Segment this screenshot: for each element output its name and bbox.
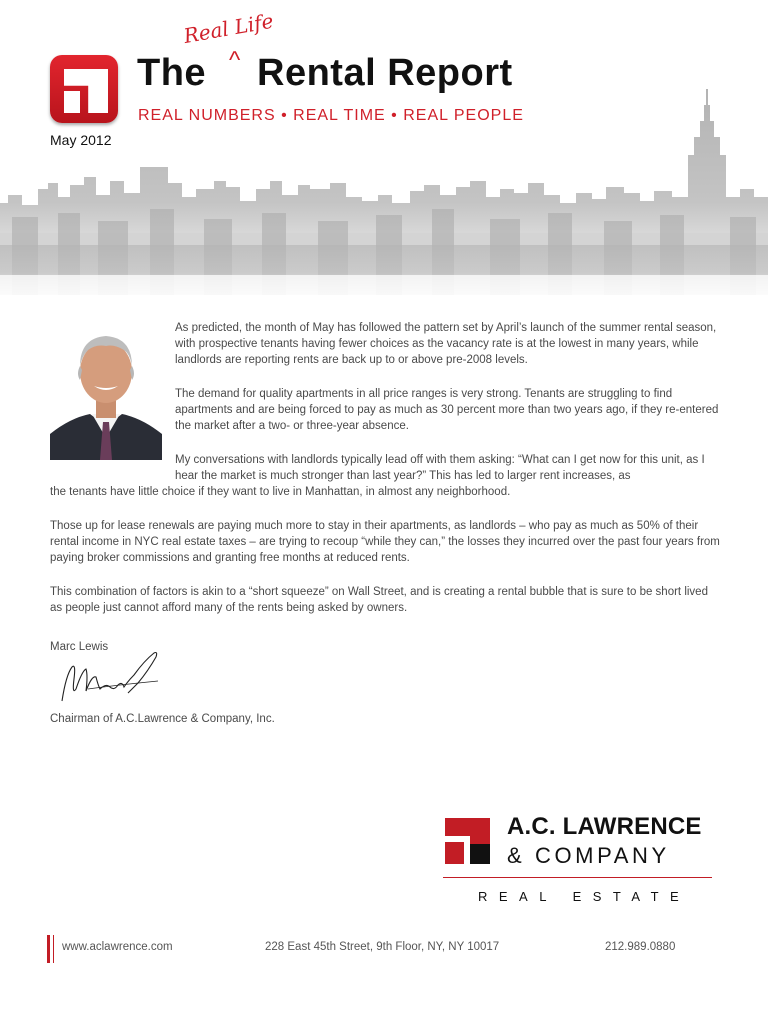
paragraph-2: The demand for quality apartments in all price ranges is very strong. Tenants are struggling to find apartments and are being forced to pay as much as 30 percent more than two years ago, if they re-entered the market after a two- or three-year absence.	[175, 388, 719, 432]
signer-title: Chairman of A.C.Lawrence & Company, Inc.	[50, 713, 275, 725]
title-insert: Real Life	[181, 8, 276, 49]
issue-date: May 2012	[50, 132, 112, 148]
signer-name: Marc Lewis	[50, 641, 109, 653]
footer-address: 228 East 45th Street, 9th Floor, NY, NY 10017	[265, 941, 500, 953]
title-caret: ^	[229, 47, 241, 74]
company-name-line2: & COMPANY	[507, 843, 670, 868]
paragraph-3-part-2: the tenants have little choice if they want to live in Manhattan, in almost any neighborhood.	[50, 486, 511, 498]
paragraph-5: This combination of factors is akin to a “short squeeze” on Wall Street, and is creating a rental bubble that is sure to be short lived as people just cannot afford many of the rents being asked by owners.	[50, 586, 708, 614]
title-the: The	[137, 52, 207, 94]
company-division: REAL ESTATE	[478, 889, 691, 904]
footer-website-link[interactable]: www.aclawrence.com	[62, 941, 173, 953]
paragraph-4: Those up for lease renewals are paying much more to stay in their apartments, as landlords – who pay as much as 50% of their rental income in NYC real estate taxes – are trying to recoup “while they can,” the losses they incurred over the past four years from paying broker commissions and granting free months at reduced rents.	[50, 520, 720, 564]
author-photo	[50, 322, 162, 460]
tagline: REAL NUMBERS • REAL TIME • REAL PEOPLE	[138, 107, 524, 124]
report-title: Rental Report	[257, 52, 513, 94]
signature-image	[58, 645, 168, 707]
paragraph-1: As predicted, the month of May has followed the pattern set by April’s launch of the summer rental season, with prospective tenants having fewer choices as the vacancy rate is at the lowest in many years, while landlords are reporting rents are back up to or above pre-2008 levels.	[175, 322, 717, 366]
ac-lawrence-mark-icon	[445, 818, 490, 864]
paragraph-3-part-1: My conversations with landlords typically lead off with them asking: “What can I get now for this unit, as I hear the market is much stronger than last year?” This has led to larger rent increases, as	[175, 454, 705, 482]
footer-accent-line	[53, 935, 54, 963]
footer-accent-bar	[47, 935, 50, 963]
nyc-skyline-illustration	[0, 85, 768, 295]
company-divider	[443, 877, 712, 878]
company-name-line1: A.C. LAWRENCE	[507, 813, 702, 840]
footer-phone: 212.989.0880	[605, 941, 676, 953]
